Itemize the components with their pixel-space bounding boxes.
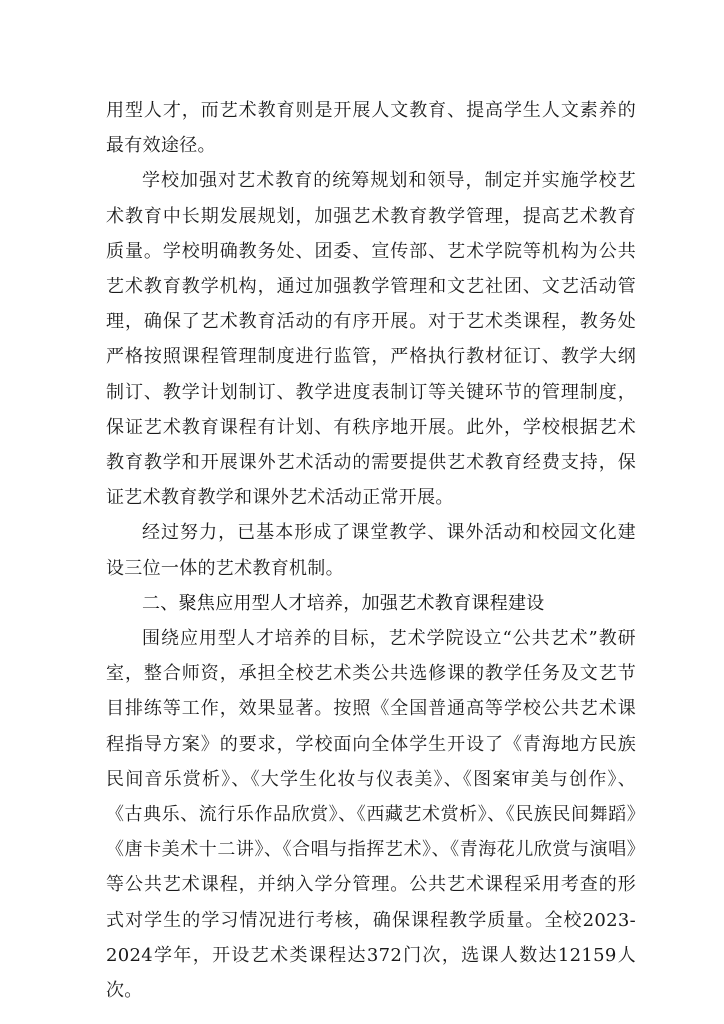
paragraph-continuation: 用型人才，而艺术教育则是开展人文教育、提高学生人文素养的最有效途径。 [106, 100, 636, 157]
document-page [106, 93, 636, 1008]
paragraph-art-education-management: 学校加强对艺术教育的统筹规划和领导，制定并实施学校艺术教育中长期发展规划，加强艺术教育教学管理，提高艺术教育质量。学校明确教务处、团委、宣传部、艺术学院等机构为公共艺术教育教学机构，通过加强教学管理和文艺社团、文艺活动管理，确保了艺术教育活动的有序开展。对于艺术类课程，教务处严格按照课程管理制度进行监管，严格执行教材征订、教学大纲制订、教学计划制订、教学进度表制订等关键环节的管理制度，保证艺术教育课程有计划、有秩序地开展。此外，学校根据艺术教育教学和开展课外艺术活动的需要提供艺术教育经费支持，保证艺术教育教学和课外艺术活动正常开展。 [106, 170, 636, 509]
paragraph-course-construction: 围绕应用型人才培养的目标，艺术学院设立“公共艺术”教研室，整合师资，承担全校艺术类公共选修课的教学任务及文艺节目排练等工作，效果显著。按照《全国普通高等学校公共艺术课程指导方案》的要求，学校面向全体学生开设了《青海地方民族民间音乐赏析》、《大学生化妆与仪表美》、《图案审美与创作》、《古典乐、流行乐作品欣赏》、《西藏艺术赏析》、《民族民间舞蹈》《唐卡美术十二讲》、《合唱与指挥艺术》、《青海花儿欣赏与演唱》等公共艺术课程，并纳入学分管理。公共艺术课程采用考查的形式对学生的学习情况进行考核，确保课程教学质量。全校2023-2024学年，开设艺术类课程达372门次，选课人数达12159人次。 [106, 628, 636, 1002]
paragraph-art-education-mechanism: 经过努力，已基本形成了课堂教学、课外活动和校园文化建设三位一体的艺术教育机制。 [106, 522, 636, 579]
section-heading: 二、聚焦应用型人才培养，加强艺术教育课程建设 [142, 592, 545, 614]
